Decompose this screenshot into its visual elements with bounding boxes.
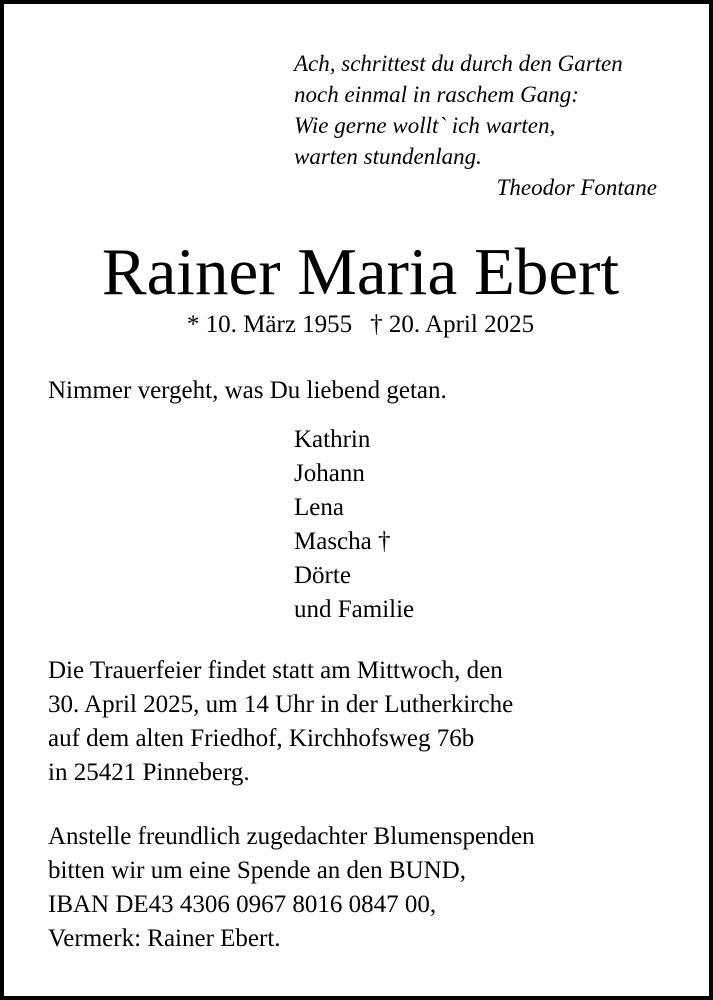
birth-date: * 10. März 1955 (186, 311, 353, 338)
mourners-list (294, 423, 414, 627)
funeral-line: 30. April 2025, um 14 Uhr in der Lutherkirche (48, 691, 514, 718)
donation-line: bitten wir um eine Spende an den BUND, (48, 857, 466, 884)
mourner-name: Lena (294, 494, 344, 521)
funeral-line: in 25421 Pinneberg. (48, 759, 250, 786)
poem-author: Theodor Fontane (496, 175, 657, 200)
donation-info (48, 820, 535, 956)
donation-line: Vermerk: Rainer Ebert. (48, 925, 281, 952)
poem-line: warten stundenlang. (294, 144, 482, 169)
donation-line: IBAN DE43 4306 0967 8016 0847 00, (48, 891, 437, 918)
donation-line: Anstelle freundlich zugedachter Blumenspenden (48, 823, 535, 850)
funeral-info (48, 654, 513, 790)
mourner-name: Dörte (294, 562, 351, 589)
poem-quote (294, 48, 684, 203)
motto: Nimmer vergeht, was Du liebend getan. (48, 377, 447, 404)
funeral-line: auf dem alten Friedhof, Kirchhofsweg 76b (48, 725, 475, 752)
funeral-line: Die Trauerfeier findet statt am Mittwoch, den (48, 657, 503, 684)
mourner-name: Kathrin (294, 426, 371, 453)
mourner-name: Mascha † (294, 528, 391, 555)
life-dates (4, 308, 713, 342)
death-date: † 20. April 2025 (370, 311, 535, 338)
poem-line: Ach, schrittest du durch den Garten (294, 51, 623, 76)
mourner-name: Johann (294, 460, 365, 487)
poem-line: noch einmal in raschem Gang: (294, 82, 579, 107)
deceased-name: Rainer Maria Ebert (101, 235, 620, 309)
mourner-name: und Familie (294, 596, 415, 623)
poem-line: Wie gerne wollt` ich warten, (294, 113, 556, 138)
